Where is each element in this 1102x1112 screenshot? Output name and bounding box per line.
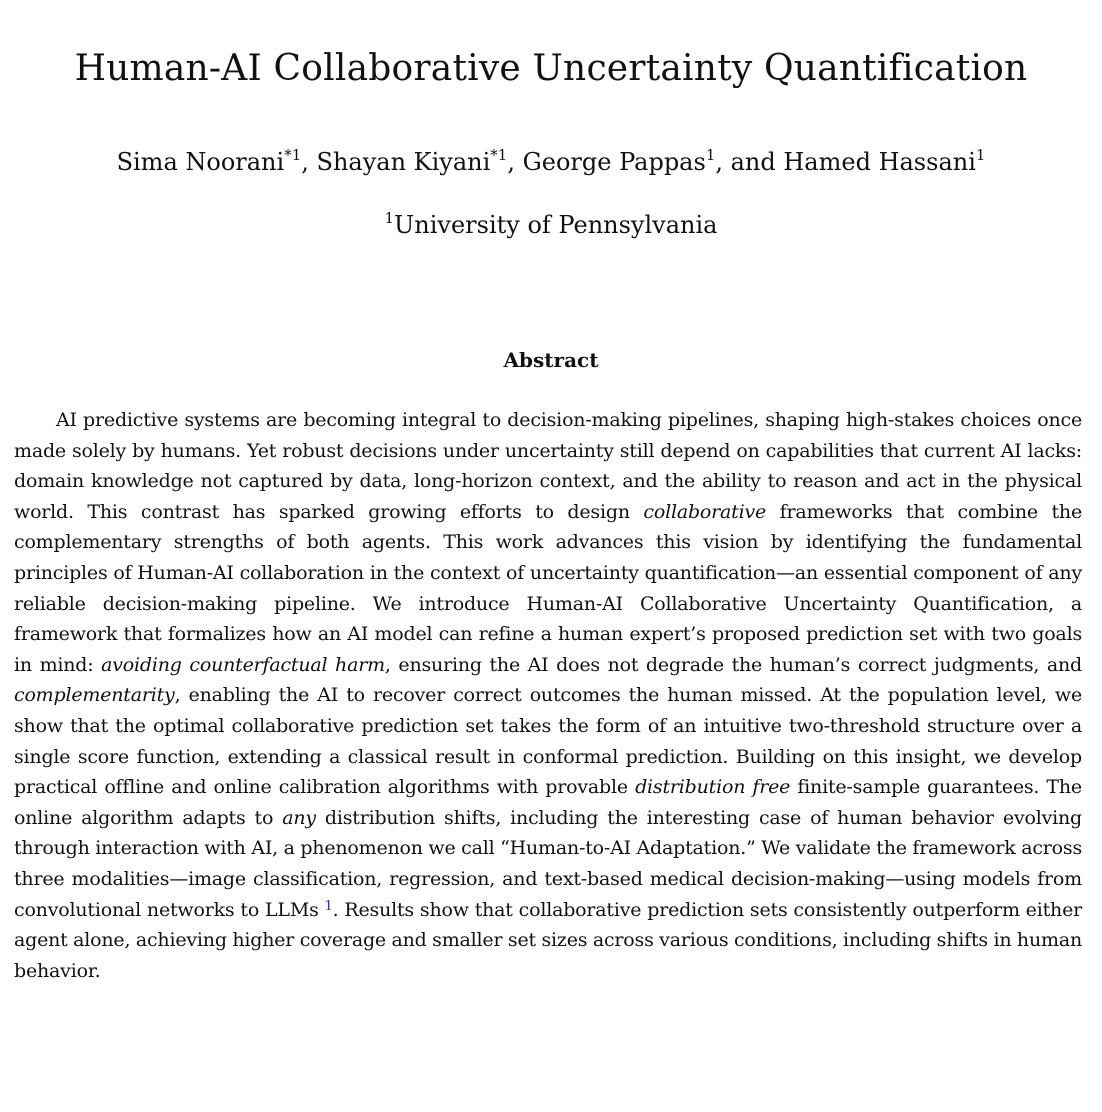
author-affiliation-mark: *1 (490, 146, 508, 164)
affiliation-mark: 1 (384, 209, 395, 227)
abstract-emphasis: distribution free (635, 776, 791, 799)
abstract-emphasis: avoiding counterfactual harm (101, 653, 385, 676)
author-affiliation-mark: *1 (284, 146, 302, 164)
abstract-text: frameworks that combine the complementary strengths of both agents. This work advances this vision by identifying the fundamental principles of Human-AI collaboration in the context of uncertainty quantification—an essential component of any reliable decision-making pipeline. We introduce Human-AI Collaborative Uncertainty Quantification, a framework that formalizes how an AI model can refine a human expert’s proposed prediction set with two goals in mind: (14, 500, 1082, 676)
abstract-text: . Results show that collaborative prediction sets consistently outperform either agent alone, achieving higher coverage and smaller set sizes across various conditions, including shifts in human behavior. (14, 898, 1082, 982)
abstract-emphasis: any (282, 806, 316, 829)
abstract-text: finite-sample guarantees. The online algorithm adapts to (14, 776, 1082, 829)
author-separator: , (507, 148, 523, 176)
author-separator: , and (715, 148, 784, 176)
abstract-text: distribution shifts, including the interesting case of human behavior evolving through interaction with AI, a phenomenon we call “Human-to-AI Adaptation.” We validate the framework across three modalities—image classification, regression, and text-based medical decision-making—using models from convolutional networks to LLMs (14, 806, 1083, 921)
footnote-link[interactable]: 1 (324, 898, 333, 914)
abstract-text: , ensuring the AI does not degrade the human’s correct judgments, and (384, 653, 1082, 676)
paper-title: Human-AI Collaborative Uncertainty Quantification (74, 48, 1028, 89)
author-name: Hamed Hassani (783, 148, 976, 176)
affiliation (0, 211, 1102, 239)
author-separator: , (301, 148, 317, 176)
abstract-body (14, 405, 1082, 986)
author-affiliation-mark: 1 (705, 146, 716, 164)
abstract-emphasis: collaborative (643, 500, 767, 523)
author-list (0, 148, 1102, 176)
author-name: Shayan Kiyani (316, 148, 491, 176)
author-name: George Pappas (522, 148, 706, 176)
abstract-text: , enabling the AI to recover correct outcomes the human missed. At the population level, we show that the optimal collaborative prediction set takes the form of an intuitive two-threshold structure over a single score function, extending a classical result in conformal prediction. Building on this insight, we develop practical offline and online calibration algorithms with provable (14, 684, 1082, 799)
abstract-emphasis: complementarity (14, 684, 175, 707)
affiliation-name: University of Pennsylvania (394, 211, 718, 239)
abstract-heading: Abstract (503, 348, 599, 372)
abstract-text: AI predictive systems are becoming integral to decision-making pipelines, shaping high-stakes choices once made solely by humans. Yet robust decisions under uncertainty still depend on capabilities that current AI lacks: domain knowledge not captured by data, long-horizon context, and the ability to reason and act in the physical world. This contrast has sparked growing efforts to design (14, 409, 1082, 523)
author-affiliation-mark: 1 (975, 146, 986, 164)
author-name: Sima Noorani (116, 148, 285, 176)
